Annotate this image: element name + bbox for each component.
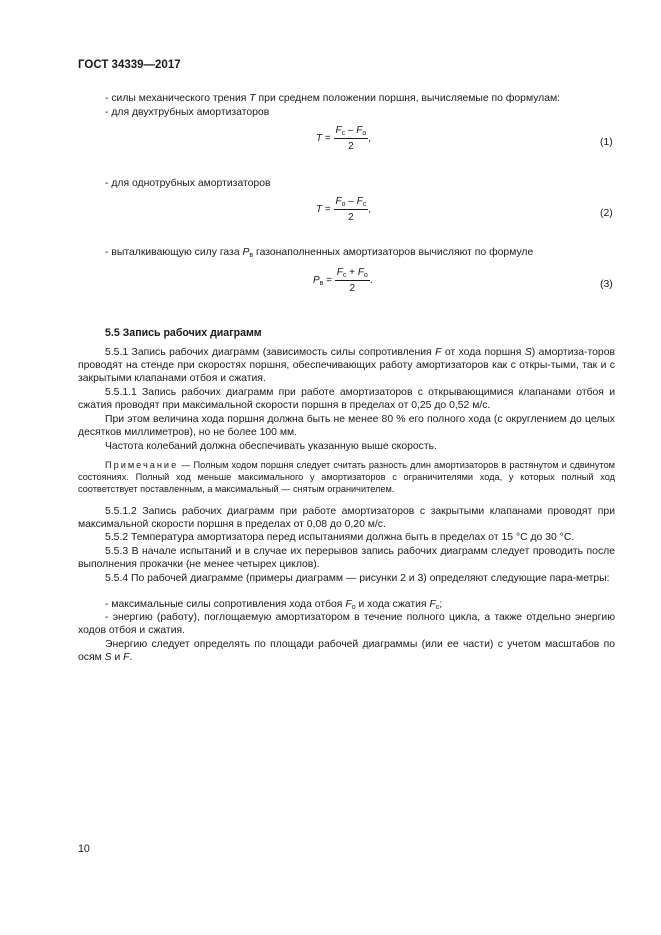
fraction xyxy=(334,125,372,152)
subscript: о xyxy=(363,272,368,279)
subscript: с xyxy=(362,201,367,208)
equation-number-3: (3) xyxy=(600,279,613,290)
text-fragment: и хода сжатия xyxy=(355,599,430,610)
var: F xyxy=(356,196,363,207)
paragraph-frequency: Частота колебаний должна обеспечивать указанную выше скорость. xyxy=(105,441,437,452)
note-block xyxy=(78,459,615,495)
note-text: — Полным ходом поршня следует считать разность длин амортизаторов в растянутом и сдвинутом состояниях. Полный ход меньше максимального у амортизаторов с ограничителями хода, у которых полный ход соответствует поставленным, а максимальный — снятым ограничителем. xyxy=(78,460,615,494)
text-fragment: Энергию следует определять по площади рабочей диаграммы (или ее части) с учетом масштабов по осям xyxy=(78,639,615,663)
variable-F: F xyxy=(435,347,442,358)
subscript: с xyxy=(342,272,347,279)
equals-sign: = xyxy=(323,275,335,287)
paragraph-5-5-3: 5.5.3 В начале испытаний и в случае их перерывов запись рабочих диаграмм следует проводить после выполнения прокачки (не менее четырех циклов). xyxy=(78,546,615,570)
var: F xyxy=(335,196,342,207)
punctuation: , xyxy=(368,204,372,216)
text-fragment: 5.5.1 Запись рабочих диаграмм (зависимость силы сопротивления xyxy=(105,347,436,358)
var: F xyxy=(335,125,342,136)
variable-F: F xyxy=(345,599,352,610)
intro-twin-tube-line: - для двухтрубных амортизаторов xyxy=(105,107,270,118)
fraction-denominator: 2 xyxy=(349,283,356,294)
text-fragment: - выталкивающую силу газа xyxy=(105,247,243,258)
formula-lhs: T xyxy=(316,133,323,145)
subscript: с xyxy=(341,130,346,137)
subscript: в xyxy=(319,280,324,288)
var: F xyxy=(336,267,343,278)
variable-F: F xyxy=(123,652,130,663)
note-label: Примечание xyxy=(105,460,179,470)
fraction-denominator: 2 xyxy=(348,141,354,152)
section-heading: 5.5 Запись рабочих диаграмм xyxy=(105,327,262,339)
fraction-numerator xyxy=(334,125,369,139)
paragraph-5-5-1-1: 5.5.1.1 Запись рабочих диаграмм при работе амортизаторов с открывающимися клапанами отбоя и сжатия проводят при максимальной скорости поршня в пределах от 0,25 до 0,52 м/с. xyxy=(78,387,615,411)
equation-number-1: (1) xyxy=(600,137,613,148)
fraction xyxy=(335,267,370,294)
operator: – xyxy=(345,196,357,207)
formula-1 xyxy=(316,125,371,152)
text-fragment: - силы механического трения xyxy=(105,93,250,104)
equation-number-2: (2) xyxy=(600,208,613,219)
operator: – xyxy=(345,125,357,136)
text-fragment: газонаполненных амортизаторов вычисляют по формуле xyxy=(253,247,534,258)
text-fragment: - максимальные силы сопротивления хода отбоя xyxy=(105,599,346,610)
intro-mono-tube-line: - для однотрубных амортизаторов xyxy=(105,178,271,189)
paragraph-5-5-1-2: 5.5.1.2 Запись рабочих диаграмм при работе амортизаторов с закрытыми клапанами проводят при максимальной скорости поршня в пределах от 0,08 до 0,20 м/с. xyxy=(78,506,615,530)
formula-lhs: P xyxy=(313,275,320,287)
intro-gas-force-line xyxy=(105,246,533,262)
subscript: о xyxy=(341,201,346,208)
text-fragment: при среднем положении поршня, вычисляемые по формулам: xyxy=(255,93,561,104)
document-code-header: ГОСТ 34339—2017 xyxy=(78,59,181,71)
var: F xyxy=(357,267,364,278)
var: F xyxy=(356,125,363,136)
bullet-energy: - энергию (работу), поглощаемую амортизатором в течение полного цикла, а также отдельно энергию ходов отбоя и сжатия. xyxy=(78,612,615,636)
formula-lhs: T xyxy=(316,204,323,216)
variable-S: S xyxy=(104,652,112,663)
paragraph-energy-area xyxy=(78,638,615,664)
paragraph-5-5-2: 5.5.2 Температура амортизатора перед испытаниями должна быть в пределах от 15 °С до 30 °С. xyxy=(105,532,575,543)
variable-T: T xyxy=(249,93,256,104)
subscript: c xyxy=(435,604,440,611)
punctuation: . xyxy=(369,275,373,287)
subscript: в xyxy=(249,252,254,259)
equals-sign: = xyxy=(322,133,334,145)
variable-S: S xyxy=(524,347,532,358)
paragraph-5-5-1 xyxy=(78,346,615,385)
operator: + xyxy=(346,267,358,278)
variable-P: P xyxy=(242,247,250,258)
paragraph-5-5-4: 5.5.4 По рабочей диаграмме (примеры диаграмм — рисунки 2 и 3) определяют следующие пара-метры: xyxy=(105,573,610,584)
equals-sign: = xyxy=(322,204,334,216)
punctuation: , xyxy=(368,133,372,145)
fraction-numerator xyxy=(334,196,369,210)
fraction-numerator xyxy=(335,267,370,281)
formula-3 xyxy=(313,267,373,294)
page-number: 10 xyxy=(78,843,90,855)
intro-friction-line xyxy=(105,92,560,105)
subscript: о xyxy=(362,130,367,137)
text-fragment: ) амортиза-торов проводят на стенде при скоростях поршня, обеспечивающих работу амортизаторов как с откры-тыми, так и с закрытыми клапанами отбоя и сжатия. xyxy=(78,347,615,384)
text-fragment: от хода поршня xyxy=(441,347,525,358)
fraction-denominator: 2 xyxy=(348,212,354,223)
paragraph-stroke: При этом величина хода поршня должна быть не менее 80 % его полного хода (с округлением до целых десятков миллиметров), но не более 100 мм. xyxy=(78,414,615,438)
variable-F: F xyxy=(429,599,436,610)
subscript: о xyxy=(351,604,356,611)
fraction xyxy=(334,196,372,223)
text-fragment: ; xyxy=(439,599,443,610)
text-fragment: . xyxy=(129,652,133,663)
text-fragment: и xyxy=(111,652,124,663)
formula-2 xyxy=(316,196,371,223)
